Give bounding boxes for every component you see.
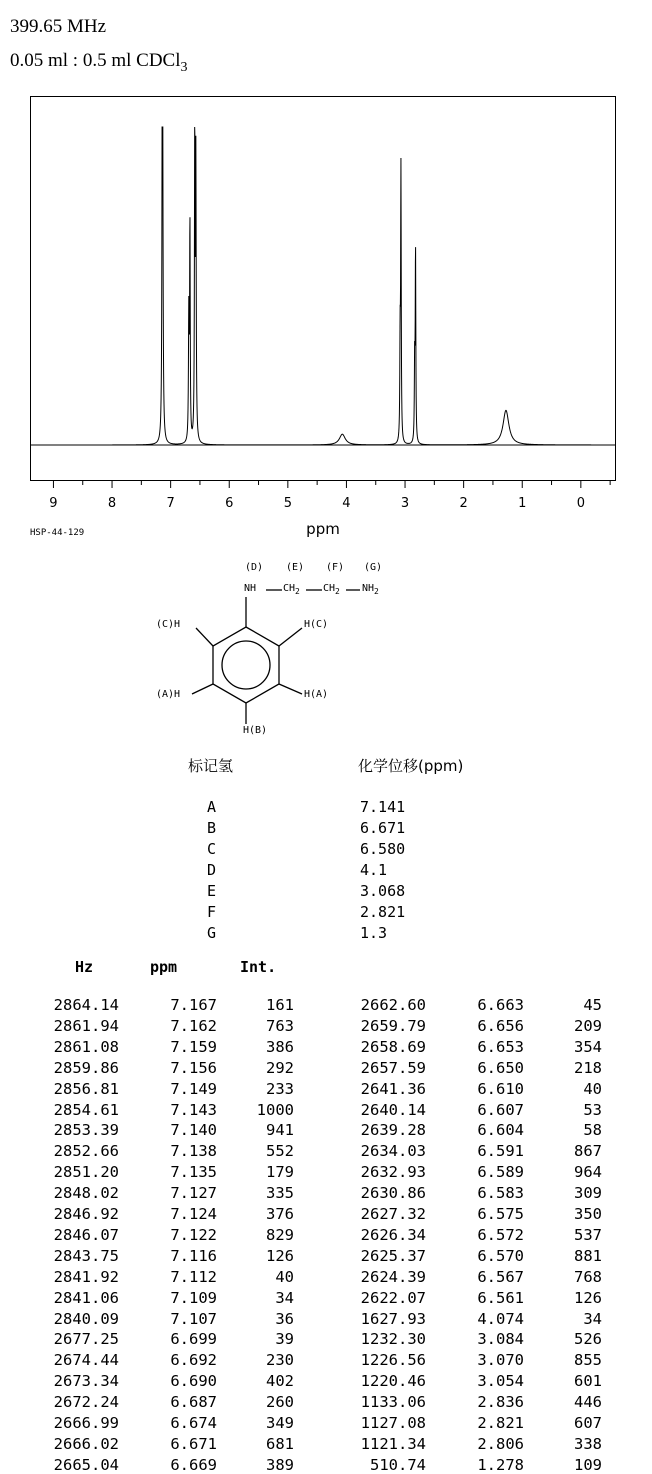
peak-int: 36 xyxy=(275,1309,294,1328)
peak-int: 768 xyxy=(574,1267,602,1286)
peak-hz: 2639.28 xyxy=(360,1121,426,1140)
peak-ppm: 7.124 xyxy=(170,1205,217,1223)
peak-hz: 2624.39 xyxy=(360,1267,426,1286)
peak-ppm: 7.167 xyxy=(170,996,217,1014)
peak-hz: 2840.09 xyxy=(53,1309,119,1328)
peak-ppm: 6.607 xyxy=(477,1100,524,1119)
h-a-left: (A)H xyxy=(156,689,181,700)
peak-header-hz: Hz xyxy=(75,958,94,976)
peak-int: 941 xyxy=(266,1121,294,1140)
peak-hz: 1127.08 xyxy=(360,1414,426,1432)
bond-hc-left xyxy=(196,628,213,646)
x-tick-label-4: 4 xyxy=(342,496,351,511)
peak-int: 681 xyxy=(266,1434,294,1453)
peak-hz: 2659.79 xyxy=(360,1016,426,1035)
peak-int: 350 xyxy=(574,1205,602,1223)
assignment-label: C xyxy=(207,840,217,858)
sample-subscript: 3 xyxy=(180,59,188,75)
label-f: (F) xyxy=(326,562,345,573)
assignment-shift: 1.3 xyxy=(360,924,388,942)
peak-int: 126 xyxy=(266,1246,294,1265)
peak-ppm: 6.583 xyxy=(477,1184,524,1203)
assignment-shift-header: 化学位移(ppm) xyxy=(358,757,464,775)
assignment-shift: 6.580 xyxy=(360,840,406,858)
peak-ppm: 6.671 xyxy=(170,1434,217,1453)
peak-ppm: 2.836 xyxy=(477,1393,524,1412)
peak-hz: 2856.81 xyxy=(53,1079,119,1098)
h-a-right: H(A) xyxy=(304,689,329,700)
peak-hz: 510.74 xyxy=(370,1455,426,1474)
peak-ppm: 6.692 xyxy=(170,1351,217,1370)
peak-ppm: 6.567 xyxy=(477,1267,524,1286)
peak-hz: 2851.20 xyxy=(53,1163,119,1182)
peak-ppm: 6.690 xyxy=(170,1372,217,1391)
peak-ppm: 3.084 xyxy=(477,1330,524,1349)
assignment-label-header: 标记氢 xyxy=(188,757,234,775)
peak-int: 376 xyxy=(266,1205,294,1223)
peak-ppm: 6.699 xyxy=(170,1330,217,1349)
peak-ppm: 7.116 xyxy=(170,1246,217,1265)
peak-hz: 2625.37 xyxy=(360,1246,426,1265)
peak-int: 386 xyxy=(266,1037,294,1056)
peak-ppm: 7.149 xyxy=(170,1079,217,1098)
peak-int: 867 xyxy=(574,1142,602,1161)
peak-ppm: 6.575 xyxy=(477,1205,524,1223)
peak-ppm: 6.674 xyxy=(170,1414,217,1432)
benzene-ring xyxy=(213,627,279,703)
peak-int: 45 xyxy=(583,996,602,1014)
h-c-right: H(C) xyxy=(304,619,329,630)
peak-ppm: 3.070 xyxy=(477,1351,524,1370)
peak-ppm: 7.138 xyxy=(170,1142,217,1161)
peak-int: 34 xyxy=(275,1288,294,1307)
peak-hz: 2859.86 xyxy=(53,1058,119,1077)
sample-main: 0.05 ml : 0.5 ml CDCl xyxy=(10,50,181,71)
peak-ppm: 6.561 xyxy=(477,1288,524,1307)
peak-ppm: 4.074 xyxy=(477,1309,524,1328)
peak-ppm: 1.278 xyxy=(477,1455,524,1474)
peak-int: 1000 xyxy=(256,1100,294,1119)
peak-hz: 2640.14 xyxy=(360,1100,426,1119)
peak-int: 179 xyxy=(266,1163,294,1182)
peak-hz: 2658.69 xyxy=(360,1037,426,1056)
assignment-label: E xyxy=(207,882,217,900)
peak-hz: 2841.92 xyxy=(53,1267,119,1286)
peak-hz: 2657.59 xyxy=(360,1058,426,1077)
peak-int: 109 xyxy=(574,1455,602,1474)
peak-hz: 2846.92 xyxy=(53,1205,119,1223)
peak-ppm: 6.653 xyxy=(477,1037,524,1056)
assignment-shift: 3.068 xyxy=(360,882,406,900)
peak-hz: 2666.99 xyxy=(53,1414,119,1432)
peak-ppm: 2.821 xyxy=(477,1414,524,1432)
peak-ppm: 7.162 xyxy=(170,1016,217,1035)
peak-int: 233 xyxy=(266,1079,294,1098)
peak-ppm: 6.589 xyxy=(477,1163,524,1182)
peak-int: 855 xyxy=(574,1351,602,1370)
ch2-group-f: $CH_2$ xyxy=(323,583,340,596)
peak-int: 402 xyxy=(266,1372,294,1391)
peak-hz: 2848.02 xyxy=(53,1184,119,1203)
peak-int: 126 xyxy=(574,1288,602,1307)
peak-int: 964 xyxy=(574,1163,602,1182)
peak-ppm: 3.054 xyxy=(477,1372,524,1391)
peak-hz: 2861.94 xyxy=(53,1016,119,1035)
x-tick-label-6: 6 xyxy=(225,496,234,511)
assignment-shift: 6.671 xyxy=(360,819,406,837)
peak-int: 389 xyxy=(266,1455,294,1474)
peak-ppm: 6.604 xyxy=(477,1121,524,1140)
peak-hz: 2843.75 xyxy=(53,1246,119,1265)
aromatic-circle xyxy=(222,641,270,689)
spectrometer-frequency: 399.65 MHz xyxy=(10,16,107,37)
x-tick-label-1: 1 xyxy=(518,496,527,511)
peak-hz: 2641.36 xyxy=(360,1079,426,1098)
peak-hz: 1121.34 xyxy=(360,1434,426,1453)
peak-ppm: 7.112 xyxy=(170,1267,217,1286)
peak-hz: 2861.08 xyxy=(53,1037,119,1056)
peak-hz: 1226.56 xyxy=(360,1351,426,1370)
peak-int: 58 xyxy=(583,1121,602,1140)
peak-int: 552 xyxy=(266,1142,294,1161)
peak-int: 881 xyxy=(574,1246,602,1265)
assignment-label: A xyxy=(207,798,217,816)
peak-int: 34 xyxy=(583,1309,602,1328)
x-tick-label-8: 8 xyxy=(107,496,117,511)
peak-ppm: 7.122 xyxy=(170,1225,217,1244)
peak-hz: 2662.60 xyxy=(360,996,426,1014)
peak-hz: 1133.06 xyxy=(360,1393,426,1412)
sample-id: HSP-44-129 xyxy=(30,528,85,538)
assignment-shift: 2.821 xyxy=(360,903,406,921)
peak-ppm: 6.591 xyxy=(477,1142,524,1161)
peak-ppm: 6.610 xyxy=(477,1079,524,1098)
peak-int: 763 xyxy=(266,1016,294,1035)
peak-ppm: 7.156 xyxy=(170,1058,217,1077)
x-tick-label-9: 9 xyxy=(49,496,58,511)
peak-ppm: 6.663 xyxy=(477,996,524,1014)
peak-int: 607 xyxy=(574,1414,602,1432)
x-tick-label-7: 7 xyxy=(166,496,175,511)
peak-ppm: 7.143 xyxy=(170,1100,217,1119)
peak-ppm: 6.669 xyxy=(170,1455,217,1474)
peak-ppm: 6.650 xyxy=(477,1058,524,1077)
peak-int: 53 xyxy=(583,1100,602,1119)
assignment-label: B xyxy=(207,819,217,837)
assignment-label: F xyxy=(207,903,217,921)
peak-hz: 2666.02 xyxy=(53,1434,119,1453)
peak-int: 338 xyxy=(574,1434,602,1453)
peak-ppm: 7.109 xyxy=(170,1288,217,1307)
peak-int: 446 xyxy=(574,1393,602,1412)
peak-hz: 2673.34 xyxy=(53,1372,119,1391)
peak-int: 349 xyxy=(266,1414,294,1432)
peak-int: 161 xyxy=(266,996,294,1014)
peak-ppm: 7.159 xyxy=(170,1037,217,1056)
assignment-shift: 4.1 xyxy=(360,861,388,879)
peak-int: 40 xyxy=(583,1079,602,1098)
nh2-group: $NH_2$ xyxy=(362,583,379,596)
bond-ha-right xyxy=(279,684,302,694)
peak-int: 537 xyxy=(574,1225,602,1244)
peak-int: 829 xyxy=(266,1225,294,1244)
peak-ppm: 6.687 xyxy=(170,1393,217,1412)
bond-hc-right xyxy=(279,628,302,646)
peak-hz: 2632.93 xyxy=(360,1163,426,1182)
peak-ppm: 7.127 xyxy=(170,1184,217,1203)
peak-hz: 1220.46 xyxy=(360,1372,426,1391)
x-tick-label-5: 5 xyxy=(283,496,292,511)
peak-ppm: 6.572 xyxy=(477,1225,524,1244)
peak-hz: 2627.32 xyxy=(360,1205,426,1223)
peak-int: 39 xyxy=(275,1330,294,1349)
peak-int: 335 xyxy=(266,1184,294,1203)
peak-ppm: 7.135 xyxy=(170,1163,217,1182)
peak-int: 40 xyxy=(275,1267,294,1286)
ch2-group-e: $CH_2$ xyxy=(283,583,300,596)
peak-hz: 2852.66 xyxy=(53,1142,119,1161)
peak-int: 601 xyxy=(574,1372,602,1391)
peak-hz: 2864.14 xyxy=(53,996,119,1014)
peak-hz: 2626.34 xyxy=(360,1225,426,1244)
peak-hz: 2622.07 xyxy=(360,1288,426,1307)
peak-hz: 2854.61 xyxy=(53,1100,119,1119)
x-axis-label: ppm xyxy=(306,520,340,538)
peak-int: 354 xyxy=(574,1037,602,1056)
label-e: (E) xyxy=(286,562,305,573)
peak-hz: 2853.39 xyxy=(53,1121,119,1140)
peak-ppm: 6.656 xyxy=(477,1016,524,1035)
assignment-shift: 7.141 xyxy=(360,798,406,816)
label-g: (G) xyxy=(364,562,383,573)
peak-hz: 2634.03 xyxy=(360,1142,426,1161)
peak-ppm: 2.806 xyxy=(477,1434,524,1453)
peak-int: 230 xyxy=(266,1351,294,1370)
peak-hz: 1232.30 xyxy=(360,1330,426,1349)
peak-hz: 1627.93 xyxy=(360,1309,426,1328)
peak-hz: 2677.25 xyxy=(53,1330,119,1349)
peak-hz: 2630.86 xyxy=(360,1184,426,1203)
peak-int: 260 xyxy=(266,1393,294,1412)
label-d: (D) xyxy=(245,562,264,573)
bond-ha-left xyxy=(192,684,213,694)
h-b: H(B) xyxy=(243,725,268,736)
peak-header-int: Int. xyxy=(240,958,277,976)
peak-int: 526 xyxy=(574,1330,602,1349)
peak-header-ppm: ppm xyxy=(150,958,178,976)
peak-ppm: 7.140 xyxy=(170,1121,217,1140)
peak-int: 309 xyxy=(574,1184,602,1203)
peak-hz: 2674.44 xyxy=(53,1351,119,1370)
peak-hz: 2672.24 xyxy=(53,1393,119,1412)
peak-hz: 2846.07 xyxy=(53,1225,119,1244)
peak-hz: 2665.04 xyxy=(53,1455,119,1474)
h-c-left: (C)H xyxy=(156,619,181,630)
assignment-label: D xyxy=(207,861,217,879)
peak-ppm: 6.570 xyxy=(477,1246,524,1265)
assignment-label: G xyxy=(207,924,217,942)
peak-hz: 2841.06 xyxy=(53,1288,119,1307)
peak-int: 218 xyxy=(574,1058,602,1077)
peak-ppm: 7.107 xyxy=(170,1309,217,1328)
x-tick-label-3: 3 xyxy=(400,496,410,511)
peak-int: 292 xyxy=(266,1058,294,1077)
x-tick-label-2: 2 xyxy=(459,496,468,511)
x-tick-label-0: 0 xyxy=(576,496,585,511)
nh-group: NH xyxy=(244,583,257,594)
peak-int: 209 xyxy=(574,1016,602,1035)
